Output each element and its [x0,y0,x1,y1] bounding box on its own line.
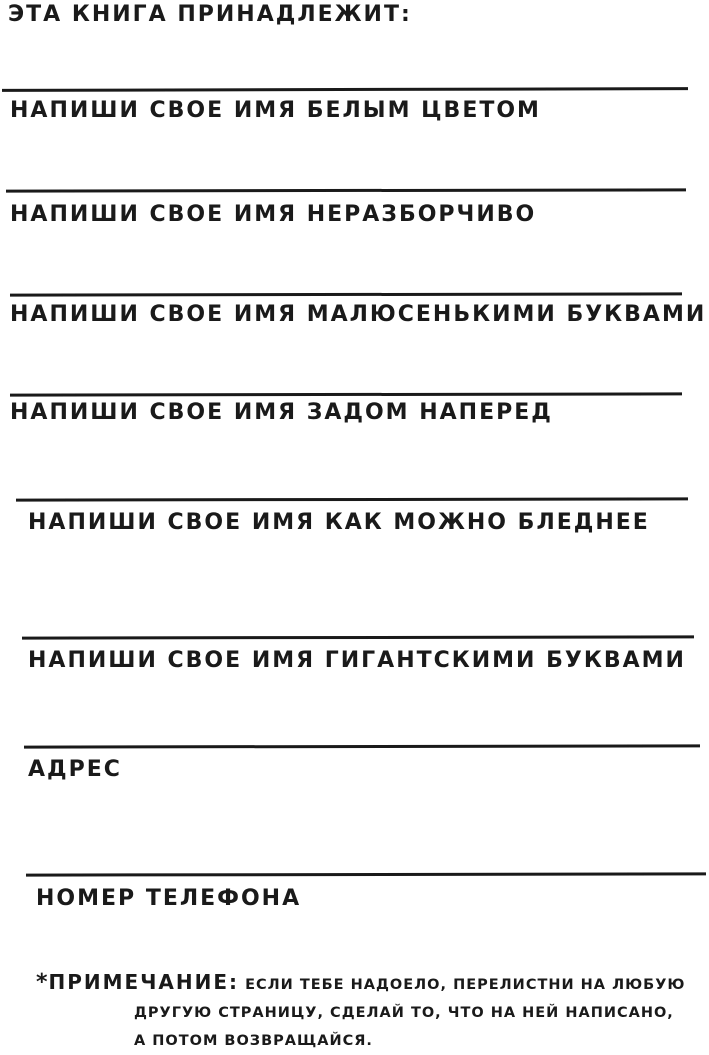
prompt-giant-letters: НАПИШИ СВОЕ ИМЯ ГИГАНТСКИМИ БУКВАМИ [28,648,686,673]
note-label: ПРИМЕЧАНИЕ: [48,970,239,994]
phone-label: НОМЕР ТЕЛЕФОНА [36,886,302,911]
address-line[interactable] [26,872,706,876]
answer-line-backwards[interactable] [16,497,688,501]
prompt-illegible: НАПИШИ СВОЕ ИМЯ НЕРАЗБОРЧИВО [10,202,537,227]
address-label: АДРЕС [28,757,122,782]
owner-name-line[interactable] [2,87,688,92]
prompt-white-color: НАПИШИ СВОЕ ИМЯ БЕЛЫМ ЦВЕТОМ [10,98,541,123]
asterisk: * [36,970,49,995]
prompt-backwards: НАПИШИ СВОЕ ИМЯ ЗАДОМ НАПЕРЕД [10,400,553,425]
prompt-pale: НАПИШИ СВОЕ ИМЯ КАК МОЖНО БЛЕДНЕЕ [28,510,650,535]
answer-line-white-color[interactable] [6,188,686,192]
note-line-2: ДРУГУЮ СТРАНИЦУ, СДЕЛАЙ ТО, ЧТО НА НЕЙ НАПИСАНО, [134,1005,674,1021]
owner-heading: ЭТА КНИГА ПРИНАДЛЕЖИТ: [8,2,412,27]
prompt-tiny-letters: НАПИШИ СВОЕ ИМЯ МАЛЮСЕНЬКИМИ БУКВАМИ [10,302,707,327]
note-line-1: ЕСЛИ ТЕБЕ НАДОЕЛО, ПЕРЕЛИСТНИ НА ЛЮБУЮ [245,977,686,993]
answer-line-illegible[interactable] [10,292,682,296]
footnote [36,968,696,1055]
note-line-3: А ПОТОМ ВОЗВРАЩАЙСЯ. [134,1033,373,1049]
answer-line-giant-letters[interactable] [24,744,700,748]
answer-line-tiny-letters[interactable] [10,392,682,396]
answer-line-pale[interactable] [22,635,694,639]
